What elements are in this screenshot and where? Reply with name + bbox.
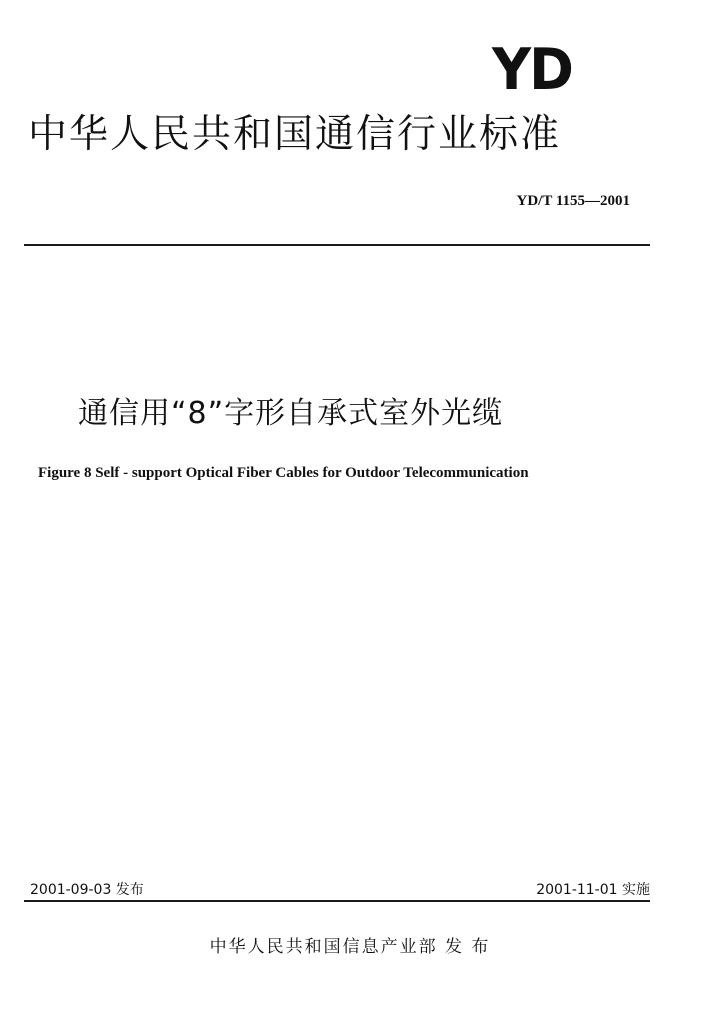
top-divider xyxy=(24,244,650,246)
issue-date: 2001-09-03 发布 xyxy=(30,882,144,898)
publisher: 中华人民共和国信息产业部 发 布 xyxy=(209,937,491,957)
implementation-date: 2001-11-01 实施 xyxy=(536,882,650,898)
standard-number: YD/T 1155—2001 xyxy=(516,193,630,209)
org-title: 中华人民共和国通信行业标准 xyxy=(28,112,562,157)
document-title-english: Figure 8 Self - support Optical Fiber Cables for Outdoor Telecommunication xyxy=(38,465,529,481)
bottom-divider xyxy=(24,900,650,902)
yd-logo: YD xyxy=(492,36,572,103)
document-title-chinese: 通信用“8”字形自承式室外光缆 xyxy=(78,396,504,431)
